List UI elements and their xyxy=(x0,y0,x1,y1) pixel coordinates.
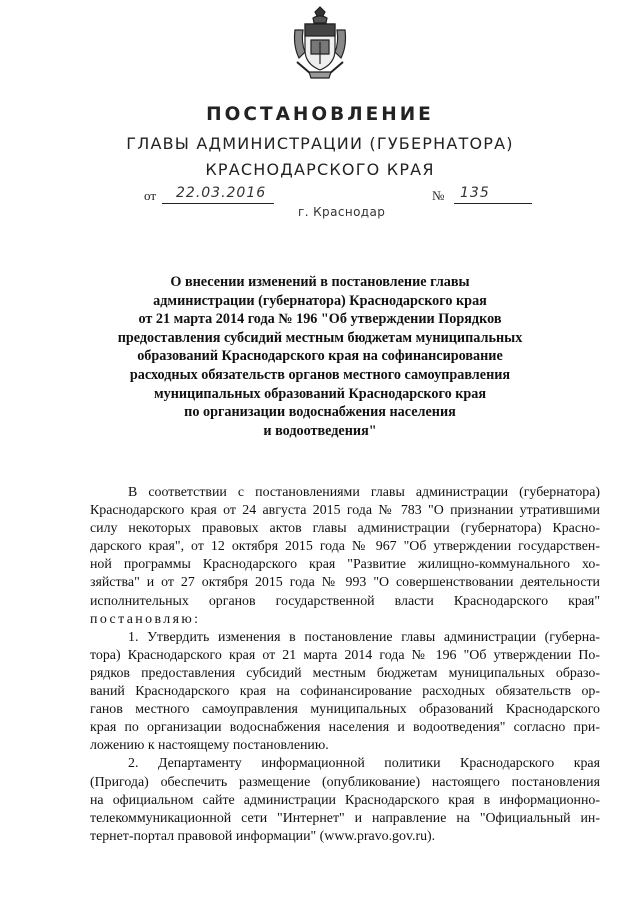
body-line: рядков предоставления субсидий местным бюджетам муниципальных образо- xyxy=(90,665,600,681)
title-line: от 21 марта 2014 года № 196 "Об утверждении Порядков xyxy=(138,311,502,328)
document-type-heading: ПОСТАНОВЛЕНИЕ xyxy=(206,104,434,125)
body-line: исполнительных органов государственной власти Краснодарского края" xyxy=(90,593,600,609)
date-value: 22.03.2016 xyxy=(176,185,267,201)
date-underline xyxy=(162,203,274,204)
number-value: 135 xyxy=(460,185,490,201)
title-line: по организации водоснабжения населения xyxy=(184,404,456,421)
title-line: О внесении изменений в постановление главы xyxy=(170,274,470,290)
body-line: В соответствии с постановлениями главы администрации (губернатора) xyxy=(128,485,600,500)
body-line: тернет-портал правовой информации" (www.pravo.gov.ru). xyxy=(90,828,436,844)
body-line: телекоммуникационной сети "Интернет" и направление на "Официальный ин- xyxy=(90,810,600,826)
krasnodar-coat-of-arms-icon xyxy=(291,6,349,80)
body-line-decree-word: постановляю: xyxy=(90,611,201,627)
document-body xyxy=(90,484,600,846)
body-line: ной программы Краснодарского края "Развитие жилищно-коммунального хо- xyxy=(90,557,600,573)
body-line: зяйства" и от 27 октября 2015 года № 993 "О совершенствовании деятельности xyxy=(90,575,600,591)
body-line: дарского края", от 12 октября 2015 года № 967 "Об утверждении государствен- xyxy=(90,539,600,555)
body-line: 1. Утвердить изменения в постановление главы администрации (губерна- xyxy=(128,629,600,645)
body-line: (Пригода) обеспечить размещение (опубликование) настоящего постановления xyxy=(90,774,600,790)
region-heading: КРАСНОДАРСКОГО КРАЯ xyxy=(205,160,435,179)
body-line: Краснодарского края от 24 августа 2015 года № 783 "О признании утратившими xyxy=(90,503,600,519)
title-line: администрации (губернатора) Краснодарского края xyxy=(153,292,487,309)
body-line: силу некоторых правовых актов главы администрации (губернатора) Красно- xyxy=(90,521,600,537)
body-line: края по организации водоснабжения населения и водоотведения" согласно при- xyxy=(90,720,600,736)
body-line: на официальном сайте администрации Краснодарского края в информационно- xyxy=(90,792,600,808)
city-label: г. Краснодар xyxy=(298,205,386,219)
body-line: ложению к настоящему постановлению. xyxy=(90,738,329,754)
document-title xyxy=(108,273,532,440)
number-label: № xyxy=(432,188,445,203)
title-line: образований Краснодарского края на софинансирование xyxy=(137,348,503,365)
body-line: тора) Краснодарского края от 21 марта 2014 года № 196 "Об утверждении По- xyxy=(90,647,600,663)
issuer-heading: ГЛАВЫ АДМИНИСТРАЦИИ (ГУБЕРНАТОРА) xyxy=(126,134,514,153)
body-line: ганов местного самоуправления муниципальных образований Краснодарского xyxy=(90,702,600,718)
body-line: ваний Краснодарского края на софинансирование расходных обязательств ор- xyxy=(90,684,600,700)
title-line: и водоотведения" xyxy=(263,422,377,439)
title-line: муниципальных образований Краснодарского края xyxy=(153,385,487,402)
title-line: предоставления субсидий местным бюджетам муниципальных xyxy=(117,329,523,346)
number-underline xyxy=(454,203,532,204)
body-line: 2. Департаменту информационной политики Краснодарского края xyxy=(128,756,600,772)
date-label: от xyxy=(144,188,157,203)
title-line: расходных обязательств органов местного самоуправления xyxy=(129,366,511,383)
